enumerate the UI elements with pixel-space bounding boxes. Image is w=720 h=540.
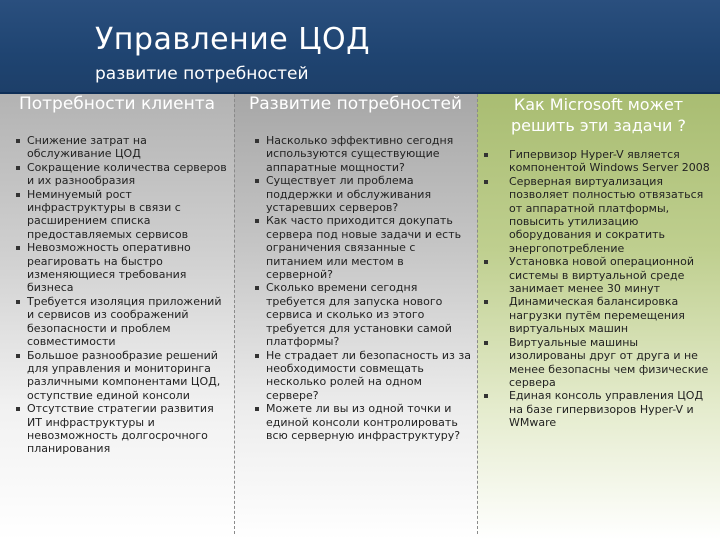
- bullet-icon: [255, 219, 259, 223]
- list-item: Отсутствие стратегии развития ИТ инфраструктуры и невозможность долгосрочного планирования: [15, 402, 229, 456]
- list-item: Виртуальные машины изолированы друг от друга и не менее безопасны чем физические сервера: [477, 336, 715, 390]
- bullet-icon: [16, 166, 20, 170]
- list-item: Можете ли вы из одной точки и единой консоли контролировать всю серверную инфраструктуру?: [254, 402, 472, 442]
- column-heading-client-needs: Потребности клиента: [18, 94, 216, 114]
- bullet-icon: [255, 139, 259, 143]
- slide-title: Управление ЦОД: [95, 22, 371, 57]
- list-item: Сколько времени сегодня требуется для запуска нового сервиса и сколько из этого требуется для установки самой платформы?: [254, 281, 472, 348]
- column-client-needs: [0, 94, 234, 540]
- bullet-icon: [484, 260, 488, 264]
- bullet-icon: [16, 139, 20, 143]
- list-item: Установка новой операционной системы в виртуальной среде занимает менее 30 минут: [477, 255, 715, 295]
- microsoft-solutions-list: [477, 148, 715, 430]
- list-item: Как часто приходится докупать сервера под новые задачи и есть ограничения связанные с питанием или местом в серверной?: [254, 214, 472, 281]
- client-needs-list: [15, 134, 229, 456]
- column-divider: [234, 94, 235, 534]
- list-item: Серверная виртуализация позволяет полностью отвязаться от аппаратной платформы, повысить утилизацию оборудования и сократить энергопотребление: [477, 175, 715, 255]
- bullet-icon: [16, 300, 20, 304]
- list-item: Большое разнообразие решений для управления и мониторинга различными компонентами ЦОД, оступствие единой консоли: [15, 349, 229, 403]
- list-item: Невозможность оперативно реагировать на быстро изменяющиеся требования бизнеса: [15, 241, 229, 295]
- list-item: Существует ли проблема поддержки и обслуживания устаревших серверов?: [254, 174, 472, 214]
- list-item: Не страдает ли безопасность из за необходимости совмещать несколько ролей на одном сервере?: [254, 349, 472, 403]
- list-item: Насколько эффективно сегодня используются существующие аппаратные мощности?: [254, 134, 472, 174]
- list-item: Динамическая балансировка нагрузки путём перемещения виртуальных машин: [477, 295, 715, 335]
- column-needs-development: [234, 94, 477, 540]
- bullet-icon: [16, 407, 20, 411]
- list-item: Требуется изоляция приложений и сервисов из соображений безопасности и проблем совместимости: [15, 295, 229, 349]
- list-item: Неминуемый рост инфраструктуры в связи с расширением списка предоставляемых сервисов: [15, 188, 229, 242]
- column-divider: [477, 94, 478, 534]
- bullet-icon: [484, 153, 488, 157]
- list-item: Сокращение количества серверов и их разнообразия: [15, 161, 229, 188]
- needs-development-list: [254, 134, 472, 442]
- list-item: Единая консоль управления ЦОД на базе гипервизоров Hyper-V и WMware: [477, 389, 715, 429]
- bullet-icon: [484, 341, 488, 345]
- bullet-icon: [16, 354, 20, 358]
- slide-header: [0, 0, 720, 92]
- column-heading-microsoft-solutions: Как Microsoft может решить эти задачи ?: [510, 95, 687, 135]
- bullet-icon: [255, 354, 259, 358]
- column-microsoft-solutions: [477, 94, 720, 540]
- list-item: Снижение затрат на обслуживание ЦОД: [15, 134, 229, 161]
- column-heading-needs-development: Развитие потребностей: [248, 94, 462, 114]
- bullet-icon: [255, 179, 259, 183]
- bullet-icon: [484, 394, 488, 398]
- list-item: Гипервизор Hyper-V является компонентой Windows Server 2008: [477, 148, 715, 175]
- bullet-icon: [16, 246, 20, 250]
- bullet-icon: [16, 193, 20, 197]
- bullet-icon: [484, 180, 488, 184]
- bullet-icon: [255, 286, 259, 290]
- bullet-icon: [484, 300, 488, 304]
- slide-subtitle: развитие потребностей: [95, 64, 309, 84]
- bullet-icon: [255, 407, 259, 411]
